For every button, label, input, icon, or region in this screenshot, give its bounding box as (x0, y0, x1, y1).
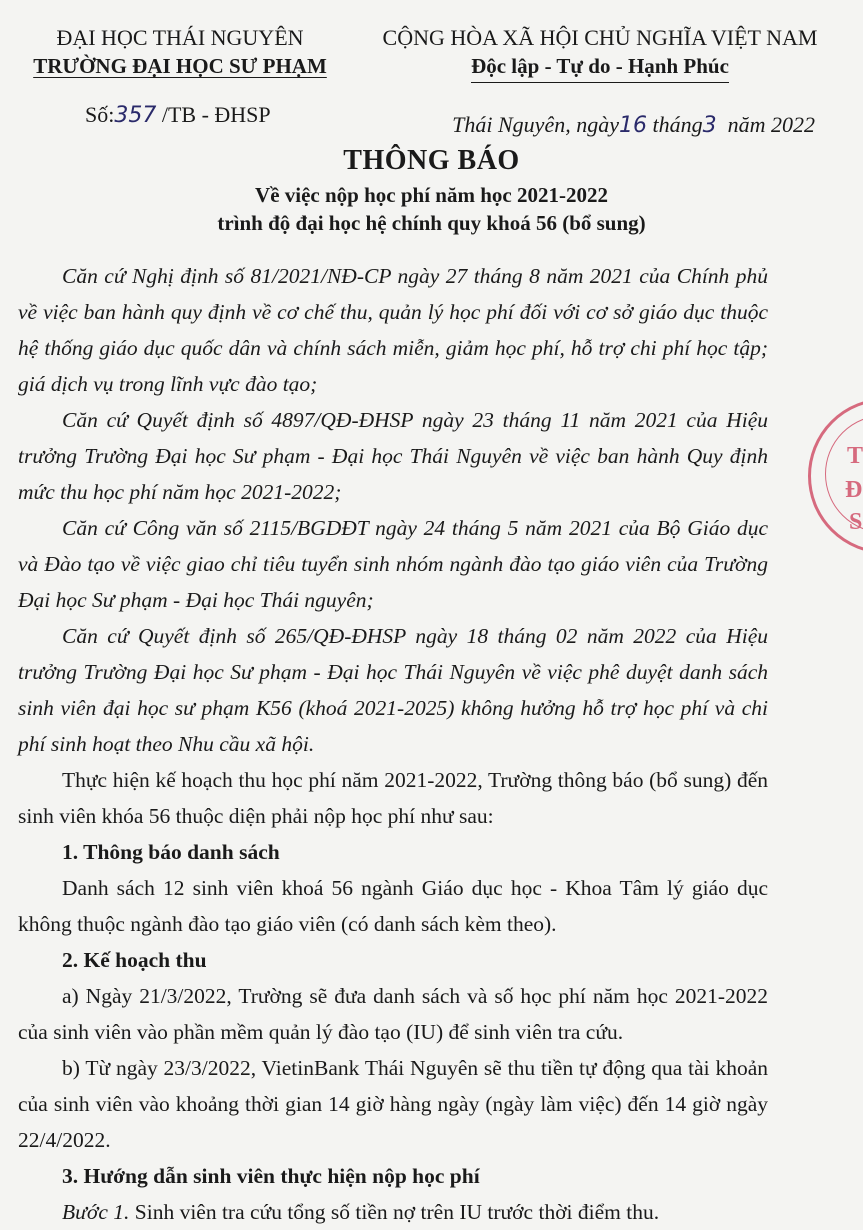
section-1-text: Danh sách 12 sinh viên khoá 56 ngành Giáo dục học - Khoa Tâm lý giáo dục không thuộc ngành đào tạo giáo viên (có danh sách kèm theo). (18, 876, 768, 936)
date-year: năm 2022 (727, 112, 815, 137)
step-1-body: Sinh viên tra cứu tổng số tiền nợ trên IU trước thời điểm thu. (129, 1200, 660, 1224)
official-seal (808, 398, 863, 554)
date-month-label: tháng (652, 112, 703, 137)
section-heading-3: 3. Hướng dẫn sinh viên thực hiện nộp học phí (62, 1164, 480, 1188)
section-heading-1: 1. Thông báo danh sách (62, 840, 280, 864)
date-day: 16 (618, 113, 647, 138)
section-heading-2: 2. Kế hoạch thu (62, 948, 207, 972)
step-1-text (18, 1194, 768, 1230)
section-2b-text: b) Từ ngày 23/3/2022, VietinBank Thái Nguyên sẽ thu tiền tự động qua tài khoản của sinh viên vào khoảng thời gian 14 giờ hàng ngày (ngày làm việc) đến 14 giờ ngày 22/4/2022. (18, 1056, 768, 1152)
document-body (18, 258, 768, 1230)
legal-basis-4: Căn cứ Quyết định số 265/QĐ-ĐHSP ngày 18 tháng 02 năm 2022 của Hiệu trưởng Trường Đại học Sư phạm - Đại học Thái Nguyên về việc phê duyệt danh sách sinh viên đại học sư phạm K56 (khoá 2021-2025) không hưởng hỗ trợ học phí và chi phí sinh hoạt theo Nhu cầu xã hội. (18, 624, 768, 756)
document-subtitle-2: trình độ đại học hệ chính quy khoá 56 (bổ sung) (217, 211, 646, 235)
legal-basis-1: Căn cứ Nghị định số 81/2021/NĐ-CP ngày 27 tháng 8 năm 2021 của Chính phủ về việc ban hành quy định về cơ chế thu, quản lý học phí đối với cơ sở giáo dục thuộc hệ thống giáo dục quốc dân và chính sách miễn, giảm học phí, hỗ trợ chi phí học tập; giá dịch vụ trong lĩnh vực đào tạo; (18, 264, 768, 396)
issuer-header (20, 24, 340, 80)
country-name: CỘNG HÒA XÃ HỘI CHỦ NGHĨA VIỆT NAM (382, 25, 818, 50)
legal-basis-3: Căn cứ Công văn số 2115/BGDĐT ngày 24 tháng 5 năm 2021 của Bộ Giáo dục và Đào tạo về việc giao chỉ tiêu tuyển sinh nhóm ngành đào tạo giáo viên của Trường Đại học Sư phạm - Đại học Thái nguyên; (18, 516, 768, 612)
intro-paragraph: Thực hiện kế hoạch thu học phí năm 2021-2022, Trường thông báo (bổ sung) đến sinh viên khóa 56 thuộc diện phải nộp học phí như sau: (18, 768, 768, 828)
doc-number-suffix: /TB - ĐHSP (161, 102, 271, 127)
document-date (452, 112, 815, 138)
step-1-label: Bước 1. (62, 1200, 130, 1224)
university-name: ĐẠI HỌC THÁI NGUYÊN (56, 25, 304, 50)
school-name: TRƯỜNG ĐẠI HỌC SƯ PHẠM (33, 54, 327, 78)
document-title: THÔNG BÁO (343, 145, 520, 176)
seal-letter-s: S (849, 509, 863, 535)
national-motto: Độc lập - Tự do - Hạnh Phúc (471, 52, 729, 83)
seal-letter-d: Đ (845, 477, 863, 503)
date-place: Thái Nguyên, ngày (452, 112, 619, 137)
legal-basis-2: Căn cứ Quyết định số 4897/QĐ-ĐHSP ngày 23 tháng 11 năm 2021 của Hiệu trưởng Trường Đại học Sư phạm - Đại học Thái Nguyên về việc ban hành Quy định mức thu học phí năm học 2021-2022; (18, 408, 768, 504)
section-2a-text: a) Ngày 21/3/2022, Trường sẽ đưa danh sách và số học phí năm học 2021-2022 của sinh viên vào phần mềm quản lý đào tạo (IU) để sinh viên tra cứu. (18, 984, 768, 1044)
document-number (85, 102, 271, 128)
seal-letter-t: T (847, 443, 863, 469)
national-header (345, 24, 855, 83)
doc-number-prefix: Số: (85, 102, 115, 127)
doc-number-handwritten: 357 (114, 103, 157, 128)
date-month: 3 (702, 113, 717, 138)
document-subtitle-1: Về việc nộp học phí năm học 2021-2022 (255, 183, 608, 207)
